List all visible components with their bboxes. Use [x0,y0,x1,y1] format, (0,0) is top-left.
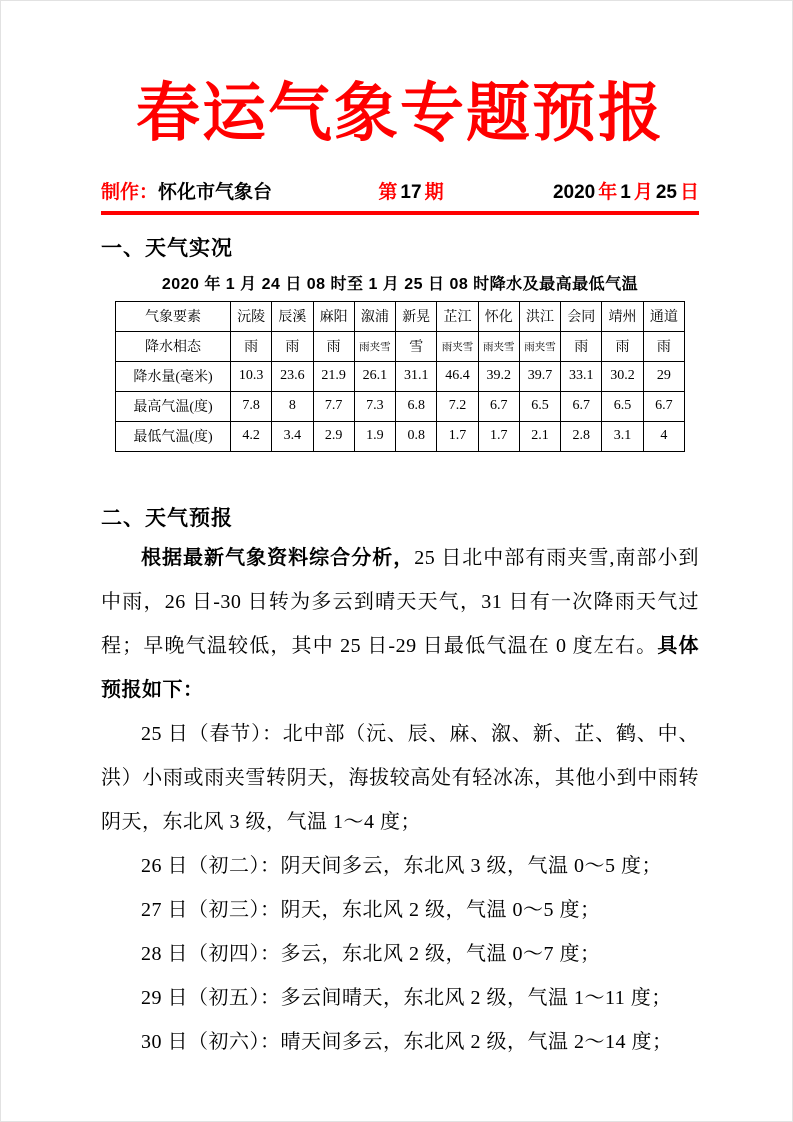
intro-body-text: 25 日北中部有雨夹雪,南部小到中雨，26 日-30 日转为多云到晴天天气，31 日有一次降雨天气过程；早晚气温较低，其中 25 日-29 日最低气温在 0 度左右。 [101,546,699,657]
issue-suffix: 期 [424,181,444,203]
table-cell: 雨 [313,331,354,361]
table-cell: 4 [643,421,684,451]
producer-name: 怀化市气象台 [158,181,273,203]
table-cell: 33.1 [561,361,602,391]
table-header-cell: 靖州 [602,301,643,331]
intro-lead-bold: 根据最新气象资料综合分析， [141,546,415,569]
table-cell: 降水量(毫米) [116,361,231,391]
table-cell: 雨夹雪 [478,331,519,361]
table-header-row [116,301,685,331]
forecast-item-day28: 28 日（初四）：多云，东北风 2 级，气温 0～7 度； [141,942,601,965]
section1-heading: 一、天气实况 [101,236,233,260]
table-cell: 29 [643,361,684,391]
table-header-cell: 气象要素 [116,301,231,331]
section2-heading: 二、天气预报 [101,506,233,530]
table-cell: 39.2 [478,361,519,391]
forecast-item-day26: 26 日（初二）：阴天间多云，东北风 3 级，气温 0～5 度； [141,854,662,877]
table-cell: 7.2 [437,391,478,421]
table-cell: 7.3 [354,391,395,421]
table-header-cell: 新晃 [396,301,437,331]
date-day: 25 [655,181,677,203]
date-day-unit: 日 [679,181,699,203]
table-cell: 2.8 [561,421,602,451]
table-caption: 2020 年 1 月 24 日 08 时至 1 月 25 日 08 时降水及最高最低气温 [161,275,639,293]
table-cell: 3.1 [602,421,643,451]
weather-observation-table [115,301,685,452]
table-row-max-temp [116,391,685,421]
table-header-cell: 会同 [561,301,602,331]
forecast-item-day25: 25 日（春节）：北中部（沅、辰、麻、溆、新、芷、鹤、中、洪）小雨或雨夹雪转阴天，海拔较高处有轻冰冻，其他小到中雨转阴天，东北风 3 级，气温 1～4 度； [101,722,699,833]
issue-prefix: 第 [378,181,398,203]
table-cell: 31.1 [396,361,437,391]
header-divider-rule [101,211,699,215]
issue-value: 17 [400,181,422,203]
table-cell: 1.9 [354,421,395,451]
table-row-min-temp [116,421,685,451]
table-cell: 雨 [602,331,643,361]
date-month: 1 [620,181,631,203]
table-cell: 39.7 [519,361,560,391]
table-header-cell: 沅陵 [231,301,272,331]
forecast-item-day30: 30 日（初六）：晴天间多云，东北风 2 级，气温 2～14 度； [141,1030,673,1053]
table-cell: 6.7 [643,391,684,421]
forecast-item-day29: 29 日（初五）：多云间晴天，东北风 2 级，气温 1～11 度； [141,986,672,1009]
table-cell: 4.2 [231,421,272,451]
table-cell: 最高气温(度) [116,391,231,421]
table-cell: 雨 [643,331,684,361]
table-cell: 21.9 [313,361,354,391]
table-header-cell: 芷江 [437,301,478,331]
table-row-precip-amount [116,361,685,391]
table-header-cell: 麻阳 [313,301,354,331]
producer-label: 制作： [101,181,159,203]
forecast-item-day27: 27 日（初三）：阴天，东北风 2 级，气温 0～5 度； [141,898,601,921]
table-cell: 雨 [272,331,313,361]
table-cell: 1.7 [478,421,519,451]
table-header-cell: 怀化 [478,301,519,331]
table-cell: 26.1 [354,361,395,391]
table-cell: 46.4 [437,361,478,391]
table-header-cell: 通道 [643,301,684,331]
issue-number [378,177,443,204]
forecast-intro-paragraph [101,536,699,712]
producer [101,177,272,204]
table-header-cell: 洪江 [519,301,560,331]
table-cell: 6.7 [478,391,519,421]
table-header-cell: 溆浦 [354,301,395,331]
table-cell: 最低气温(度) [116,421,231,451]
table-cell: 3.4 [272,421,313,451]
intro-tail-bold: 具体预报如下： [101,634,700,701]
table-cell: 10.3 [231,361,272,391]
table-cell: 23.6 [272,361,313,391]
table-cell: 1.7 [437,421,478,451]
table-cell: 8 [272,391,313,421]
date-month-unit: 月 [633,181,653,203]
table-cell: 2.1 [519,421,560,451]
table-cell: 2.9 [313,421,354,451]
meta-row [101,177,699,204]
table-cell: 雪 [396,331,437,361]
table-row-precip-type [116,331,685,361]
table-header-cell: 辰溪 [272,301,313,331]
date-year-unit: 年 [598,181,618,203]
issue-date [550,177,699,204]
table-cell: 雨夹雪 [354,331,395,361]
table-cell: 雨 [561,331,602,361]
table-cell: 降水相态 [116,331,231,361]
table-cell: 7.7 [313,391,354,421]
table-cell: 6.5 [519,391,560,421]
table-cell: 6.7 [561,391,602,421]
table-cell: 雨 [231,331,272,361]
table-cell: 6.5 [602,391,643,421]
table-cell: 雨夹雪 [519,331,560,361]
table-cell: 6.8 [396,391,437,421]
date-year: 2020 [552,181,596,203]
table-cell: 30.2 [602,361,643,391]
document-title: 春运气象专题预报 [136,78,664,149]
table-cell: 0.8 [396,421,437,451]
table-cell: 7.8 [231,391,272,421]
table-cell: 雨夹雪 [437,331,478,361]
